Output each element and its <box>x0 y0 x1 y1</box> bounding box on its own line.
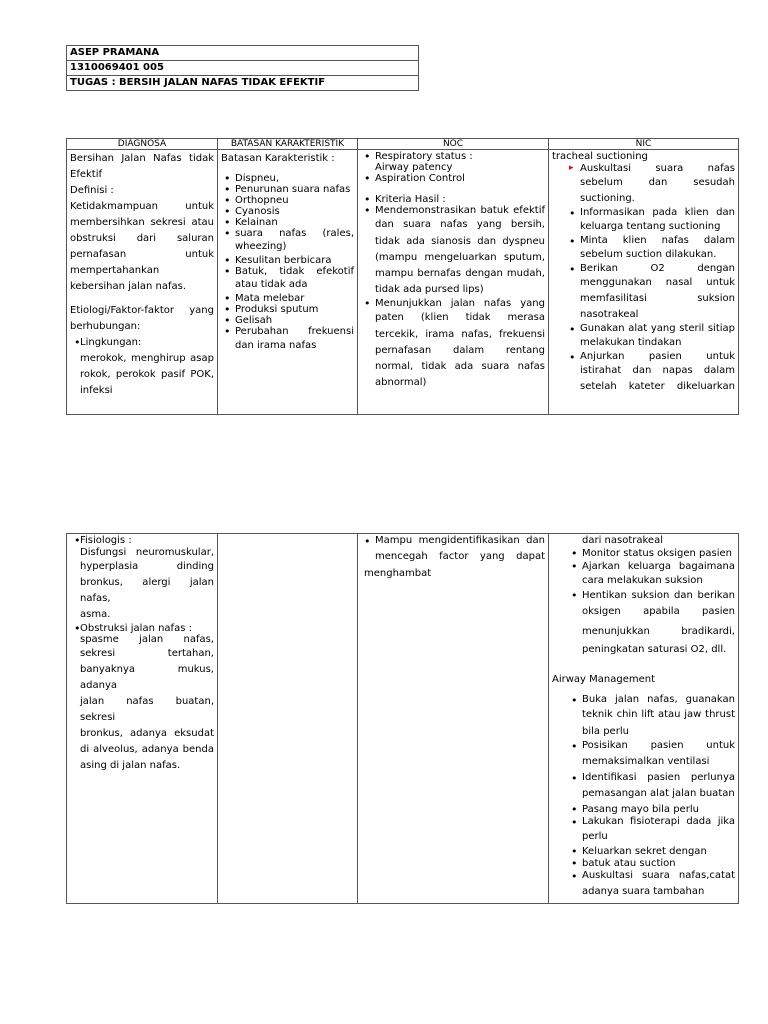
noc-text: menghambat <box>364 568 432 579</box>
list-item: • Kesulitan berbicara <box>235 255 354 266</box>
definisi-text: membersihkan sekresi atau <box>70 217 214 228</box>
diagnosa-title: Bersihan Jalan Nafas tidak <box>70 153 214 164</box>
list-item: • Mampu mengidentifikasikan dan mencegah factor yang dapat <box>375 535 545 567</box>
list-item: • Hentikan suksion dan berikan oksigen apabila pasien menunjukkan bradikardi, peningkatan saturasi O2, dll. <box>582 589 735 658</box>
diagnosa-cell <box>67 150 218 415</box>
list-item: • Identifikasi pasien perlunya pemasangan alat jalan buatan <box>582 772 735 804</box>
list-item: • Orthopneu <box>235 195 354 206</box>
definisi-text: mempertahankan <box>70 265 160 276</box>
task-title: TUGAS : BERSIH JALAN NAFAS TIDAK EFEKTIF <box>67 76 419 91</box>
list-item: • Ajarkan keluarga bagaimana cara melakukan suksion <box>582 560 735 589</box>
list-item: • Anjurkan pasien untuk istirahat dan napas dalam setelah kateter dikeluarkan <box>580 351 735 395</box>
list-item: • Aspiration Control <box>375 173 545 184</box>
lingkungan-text: merokok, menghirup asap <box>80 353 214 364</box>
list-item: • Buka jalan nafas, guanakan teknik chin lift atau jaw thrust bila perlu <box>582 694 735 740</box>
list-item: • batuk atau suction <box>582 858 735 870</box>
nic-title: tracheal suctioning <box>552 151 648 162</box>
obstruksi-label: • Obstruksi jalan nafas : <box>80 623 214 634</box>
list-item: • Kelainan <box>235 217 354 228</box>
list-item: • Monitor status oksigen pasien <box>582 547 735 560</box>
diagnosa-cell <box>67 534 218 904</box>
list-item: • Lakukan fisioterapi dada jika perlu <box>582 816 735 846</box>
list-item: • Gunakan alat yang steril sitiap melakukan tindakan <box>580 323 735 351</box>
list-item: • Mendemonstrasikan batuk efektif dan suara nafas yang bersih, tidak ada sianosis dan dyspneu (mampu mengeluarkan sputum, mampu bernafas dengan mudah, tidak ada pursed lips) <box>375 205 545 298</box>
list-item: • Keluarkan sekret dengan <box>582 846 735 858</box>
nic-list <box>566 163 735 395</box>
list-item: • Produksi sputum <box>235 304 354 315</box>
col-diagnosa: DIAGNOSA <box>67 139 218 150</box>
lingkungan-text: rokok, perokok pasif POK, <box>80 369 214 380</box>
batasan-title: Batasan Karakteristik : <box>221 153 335 164</box>
list-item: • Pasang mayo bila perlu <box>582 804 735 816</box>
list-item: • Mata melebar <box>235 293 354 304</box>
student-name: ASEP PRAMANA <box>67 46 419 61</box>
list-item: • Gelisah <box>235 315 354 326</box>
obstruksi-text: spasme jalan nafas, sekresi tertahan, banyaknya mukus, adanya jalan nafas buatan, sekresi bronkus, adanya eksudat di alveolus, adanya benda asing di jalan nafas. <box>80 634 214 771</box>
nic-continued: dari nasotrakeal <box>582 535 663 546</box>
noc-cell <box>358 150 549 415</box>
list-item: • Minta klien nafas dalam sebelum suction dilakukan. <box>580 235 735 263</box>
list-item: • Auskultasi suara nafas,catat adanya suara tambahan <box>582 870 735 902</box>
col-nic: NIC <box>549 139 739 150</box>
list-item: • Dispneu, <box>235 173 354 184</box>
list-item: ▸ Auskultasi suara nafas sebelum dan sesudah suctioning. <box>580 163 735 207</box>
lingkungan-text: infeksi <box>80 385 113 396</box>
etiologi-label-cont: berhubungan: <box>70 321 141 332</box>
list-item: • Kriteria Hasil : <box>375 194 545 205</box>
noc-list <box>361 535 545 567</box>
list-item: • Perubahan frekuensi dan irama nafas <box>235 326 354 355</box>
care-plan-table-1 <box>66 138 739 415</box>
noc-cell <box>358 534 549 904</box>
batasan-list <box>221 173 354 355</box>
list-item: • Menunjukkan jalan nafas yang paten (klien tidak merasa tercekik, irama nafas, frekuensi pernafasan dalam rentang normal, tidak ada suara nafas abnormal) <box>375 298 545 391</box>
lingkungan-label: • Lingkungan: <box>80 335 214 351</box>
list-item: • Berikan O2 dengan menggunakan nasal untuk memfasilitasi suksion nasotrakeal <box>580 263 735 323</box>
nic-cell <box>549 150 739 415</box>
list-item: • Cyanosis <box>235 206 354 217</box>
student-nim: 1310069401 005 <box>67 61 419 76</box>
fisiologis-text: Disfungsi neuromuskular, hyperplasia dinding bronkus, alergi jalan nafas, asma. <box>80 547 214 620</box>
student-info <box>66 45 419 91</box>
col-batasan: BATASAN KARAKTERISTIK <box>218 139 358 150</box>
batasan-cell-empty <box>218 534 358 904</box>
batasan-cell <box>218 150 358 415</box>
col-noc: NOC <box>358 139 549 150</box>
definisi-text: obstruksi dari saluran <box>70 233 214 244</box>
list-item: • suara nafas (rales, wheezing) <box>235 228 354 255</box>
diagnosa-title-cont: Efektif <box>70 169 103 180</box>
definisi-label: Definisi : <box>70 185 114 196</box>
nic-cell <box>549 534 739 904</box>
definisi-text: pernafasan untuk <box>70 249 214 260</box>
list-item: • Posisikan pasien untuk memaksimalkan ventilasi <box>582 740 735 772</box>
fisiologis-label: • Fisiologis : <box>80 535 214 547</box>
definisi-text: kebersihan jalan nafas. <box>70 281 187 292</box>
noc-list <box>361 151 545 391</box>
airway-list <box>568 694 735 902</box>
list-item: • Respiratory status : Airway patency <box>375 151 545 173</box>
care-plan-table-2 <box>66 533 739 904</box>
column-headers <box>67 139 739 150</box>
etiologi-label: Etiologi/Faktor-faktor yang <box>70 305 214 316</box>
list-item: • Penurunan suara nafas <box>235 184 354 195</box>
nic-list <box>568 547 735 658</box>
definisi-text: Ketidakmampuan untuk <box>70 201 214 212</box>
list-item: • Batuk, tidak efekotif atau tidak ada <box>235 266 354 293</box>
airway-management-title: Airway Management <box>552 674 656 685</box>
list-item: • Informasikan pada klien dan keluarga tentang suctioning <box>580 207 735 235</box>
